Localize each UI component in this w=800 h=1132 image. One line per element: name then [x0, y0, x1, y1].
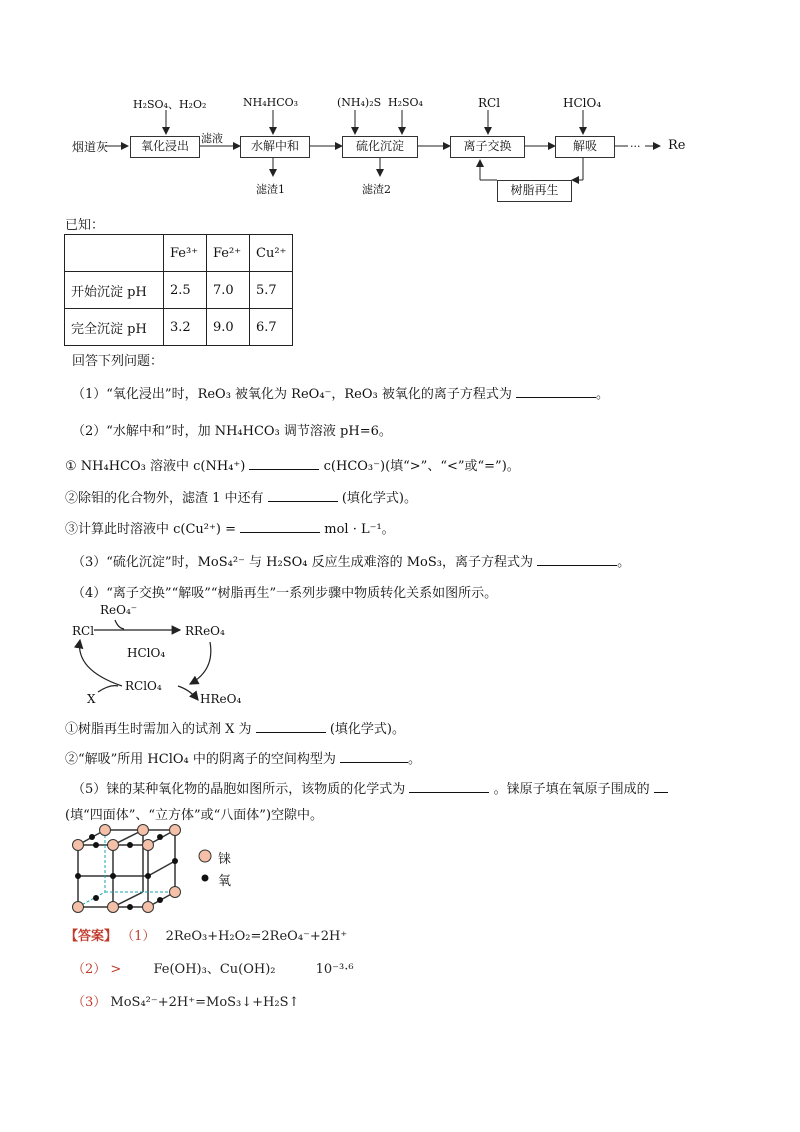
residue-2: 滤渣2: [362, 183, 391, 196]
answer-1-equation: 2ReO₃+H₂O₂=2ReO₄⁻+2H⁺: [165, 929, 348, 944]
question-4-2-text: ②“解吸”所用 HClO₄ 中的阴离子的空间构型为: [65, 752, 336, 767]
question-4-1-text-a: ①树脂再生时需加入的试剂 X 为: [65, 722, 252, 737]
answer-blank: [256, 732, 326, 733]
flow-box-sulfide: 硫化沉淀: [342, 136, 418, 158]
table-cell: 5.7: [250, 272, 293, 309]
o-atom: [172, 858, 178, 864]
question-3: （3）“硫化沉淀”时，MoS₄²⁻ 与 H₂SO₄ 反应生成难溶的 MoS₃，离子方程式为 。: [72, 555, 631, 570]
reagent-h2so4: H₂SO₄: [388, 96, 423, 109]
table-header-cell: Cu²⁺: [250, 235, 293, 272]
ph-table: [64, 234, 293, 346]
cycle-hclo4: HClO₄: [127, 646, 166, 660]
answer-2-sign: >: [110, 962, 122, 977]
answer-blank: [654, 792, 668, 793]
table-header-cell: [65, 235, 164, 272]
answer-blank: [268, 501, 338, 502]
table-cell: 9.0: [207, 309, 250, 346]
answer-3-equation: MoS₄²⁻+2H⁺=MoS₃↓+H₂S↑: [110, 995, 300, 1010]
o-atom: [93, 895, 99, 901]
table-row: [65, 272, 293, 309]
answer-3: [72, 991, 299, 1010]
question-2-2-text-b: (填化学式)。: [341, 491, 417, 506]
o-atom: [157, 897, 163, 903]
reagent-rcl: RCl: [478, 96, 501, 110]
re-atom: [73, 902, 84, 913]
re-atom: [73, 840, 84, 851]
table-cell: 3.2: [164, 309, 207, 346]
table-header-cell: Fe²⁺: [207, 235, 250, 272]
question-4-2: ②“解吸”所用 HClO₄ 中的阴离子的空间构型为 。: [65, 752, 422, 767]
reagent-hclo4: HClO₄: [563, 96, 602, 110]
cycle-rclo4: RClO₄: [125, 679, 162, 693]
table-cell: 2.5: [164, 272, 207, 309]
o-atom: [93, 842, 99, 848]
o-atom: [75, 873, 81, 879]
flow-box-desorption: 解吸: [555, 136, 615, 158]
reagent-nh4-2s: (NH₄)₂S: [337, 96, 382, 109]
o-atom: [89, 834, 95, 840]
answer-tag: 【答案】: [65, 929, 118, 944]
re-atom: [100, 825, 111, 836]
answer-blank: [409, 792, 489, 793]
answer-1: [65, 925, 347, 944]
question-5-text-a: （5）铼的某种氧化物的晶胞如图所示，该物质的化学式为: [72, 782, 406, 797]
answer-2-num: （2）: [72, 962, 107, 977]
known-label: 已知：: [65, 218, 105, 233]
question-2-1: [65, 455, 520, 474]
answer-2-residue: Fe(OH)₃、Cu(OH)₂: [153, 962, 276, 977]
flow-ellipsis: ···: [630, 140, 641, 153]
question-2: （2）“水解中和”时，加 NH₄HCO₃ 调节溶液 pH=6。: [72, 424, 392, 439]
legend-o: 氧: [218, 874, 232, 889]
flow-box-ion-exchange: 离子交换: [450, 136, 525, 158]
question-2-2: [65, 487, 417, 506]
question-5-text-b: 。铼原子填在氧原子围成的: [493, 782, 650, 797]
question-5-line2: (填“四面体”、“立方体”或“八面体”)空隙中。: [65, 808, 324, 823]
o-atom: [127, 842, 133, 848]
o-atom: [145, 873, 151, 879]
answer-blank: [249, 469, 319, 470]
table-cell: 完全沉淀 pH: [65, 309, 164, 346]
question-4-1: [65, 718, 405, 737]
re-atom: [108, 902, 119, 913]
table-cell: 7.0: [207, 272, 250, 309]
question-2-1-text-b: c(HCO₃⁻)(填“>”、“<”或“=”)。: [323, 459, 520, 474]
reagent-nh4hco3: NH₄HCO₃: [243, 96, 299, 109]
cycle-rcl: RCl: [72, 624, 95, 638]
residue-1: 滤渣1: [256, 183, 285, 196]
question-4-1-text-b: (填化学式)。: [329, 722, 405, 737]
o-atom: [157, 834, 163, 840]
flow-start: 烟道灰: [72, 140, 109, 154]
answer-3-num: （3）: [72, 995, 107, 1010]
legend-re: 铼: [218, 852, 232, 867]
answer-1-num: （1）: [121, 929, 156, 944]
re-atom: [143, 902, 154, 913]
cycle-x: X: [87, 692, 96, 706]
question-4: （4）“离子交换”“解吸”“树脂再生”一系列步骤中物质转化关系如图所示。: [72, 586, 498, 601]
question-2-1-text-a: ① NH₄HCO₃ 溶液中 c(NH₄⁺): [65, 459, 246, 474]
flow-box-oxidation: 氧化浸出: [130, 136, 200, 158]
o-atom: [110, 873, 116, 879]
table-cell: 开始沉淀 pH: [65, 272, 164, 309]
question-2-3-text-a: ③计算此时溶液中 c(Cu²⁺) =: [65, 522, 236, 537]
legend-markers: [197, 848, 213, 888]
re-atom: [170, 825, 181, 836]
questions-intro: 回答下列问题：: [72, 354, 164, 369]
question-2-2-text: ②除钼的化合物外，滤渣 1 中还有: [65, 491, 264, 506]
re-atom: [170, 887, 181, 898]
flow-box-hydrolysis: 水解中和: [240, 136, 310, 158]
table-header-row: [65, 235, 293, 272]
table-row: [65, 309, 293, 346]
answer-2: [72, 958, 354, 977]
cycle-hreo4: HReO₄: [200, 692, 242, 706]
question-1-text: （1）“氧化浸出”时，ReO₃ 被氧化为 ReO₄⁻，ReO₃ 被氧化的离子方程式为: [72, 387, 512, 402]
question-2-3: [65, 518, 395, 537]
unit-cell-svg: [70, 820, 200, 920]
answer-blank: [340, 762, 408, 763]
flow-end-re: Re: [668, 138, 686, 153]
question-3-text: （3）“硫化沉淀”时，MoS₄²⁻ 与 H₂SO₄ 反应生成难溶的 MoS₃，离子方程式为: [72, 555, 533, 570]
table-cell: 6.7: [250, 309, 293, 346]
edge-label-filtrate: 滤液: [201, 132, 223, 145]
reagent-h2so4-h2o2: H₂SO₄、H₂O₂: [133, 98, 207, 111]
re-atom: [143, 840, 154, 851]
cycle-reo4: ReO₄⁻: [100, 603, 138, 617]
re-atom: [138, 825, 149, 836]
table-header-cell: Fe³⁺: [164, 235, 207, 272]
re-atom: [108, 840, 119, 851]
question-1: （1）“氧化浸出”时，ReO₃ 被氧化为 ReO₄⁻，ReO₃ 被氧化的离子方程式为 。: [72, 387, 610, 402]
answer-blank: [240, 532, 320, 533]
question-2-3-text-b: mol · L⁻¹。: [324, 522, 395, 537]
answer-2-concentration: 10⁻³·⁶: [315, 962, 354, 977]
flow-box-resin-regen: 树脂再生: [497, 180, 572, 202]
answer-blank: [537, 565, 617, 566]
cycle-rreo4: RReO₄: [185, 624, 225, 638]
answer-blank: [516, 397, 596, 398]
question-5: [72, 778, 668, 797]
o-atom: [127, 904, 133, 910]
